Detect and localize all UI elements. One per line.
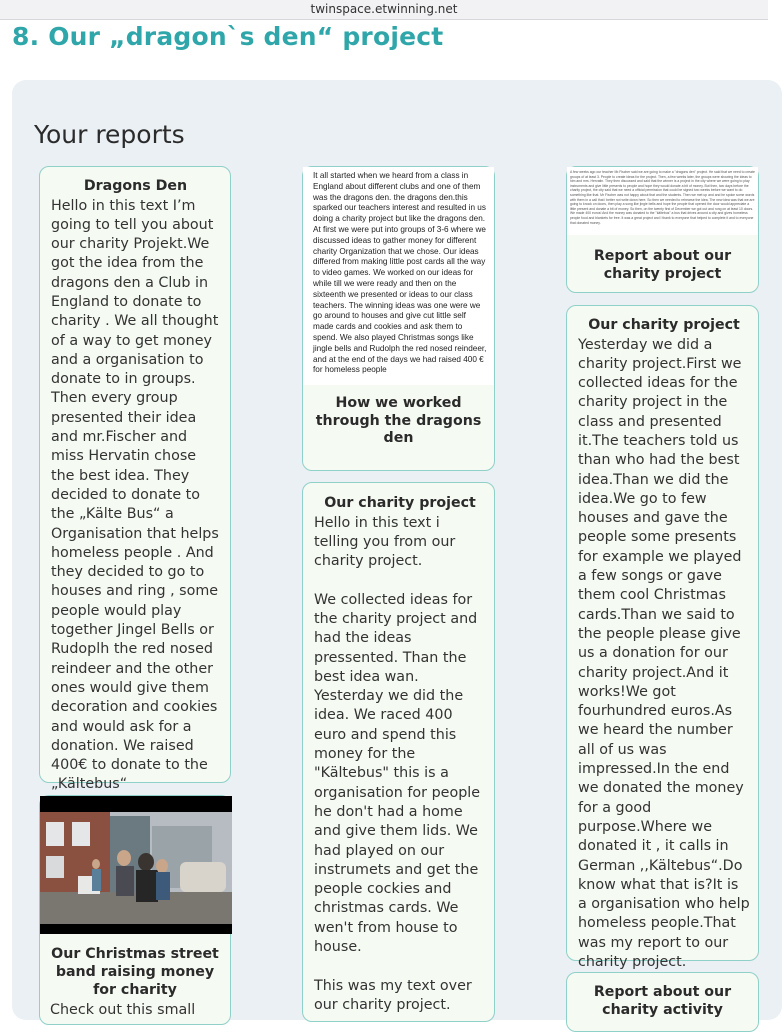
card-text: Hello in this text I’m going to tell you about our charity Projekt.We got the idea from the dragons den a Club in England to donate to charity . We all thought of a way to get money and a organisation to donate to in groups. Then every group presented their idea and mr.Fischer and miss Hervatin chose the best idea. They decided to donate to the „Kälte Bus“ a Organisation that helps homeless people . And they decided to go to houses and ring , some people would play together Jingel Bells or Rudoplh the red nosed reindeer and the other ones would give them decoration and cookies and would ask for a donation. We raised 400€ to donate to the „Kältebus“	[51, 197, 219, 793]
report-card-charity-activity[interactable]	[566, 972, 759, 1032]
report-card-how-we-worked[interactable]	[302, 166, 495, 471]
report-card-dragons-den[interactable]	[39, 166, 231, 793]
document-preview: It all started when we heard from a class in England about different clubs and one of them was the dragons den. the dragons den.this sparked our teachers interest and resulted in us doing a charity project but like the dragons den. At first we were put into groups of 3-6 where we discussed ideas to gather money for different charity Organization that we chose. Our ideas differed from making little post cards all the way to video games. We worked on our ideas for while till we were ready and then on the sixteenth we presented or ideas to our class teachers. The winning ideas was one were we go around to houses and give cut little self made cards and cookies and ask them to spend. We also played Christmas songs like jingle bells and Rudolph the red nosed reindeer, and at the end of the days we had raised 400 € for homeless people	[303, 167, 494, 385]
card-title: Report about our charity activity	[593, 984, 732, 1018]
card-text: Check out this small	[50, 1002, 196, 1018]
section-title: Your reports	[34, 120, 185, 149]
street-band-photo[interactable]	[40, 796, 230, 934]
card-title: Our charity project	[588, 317, 740, 333]
report-card-street-band[interactable]	[39, 795, 231, 1025]
page-title: 8. Our „dragon`s den“ project	[12, 22, 444, 51]
card-text: Hello in this text i telling you from our charity project. We collected ideas for the charity project and had the ideas pressented. Than the best idea wan. Yesterday we did the idea. We raced 400 euro and spend this money for the "Kältebus" this is a organisation for people he don't had a home and give them lids. We had played on our instrumets and get the people cockies and christmas cards. We wen't from house to house. This was my text over our charity project.	[314, 514, 481, 1013]
card-text: Yesterday we did a charity project.First we collected ideas for the charity project in the class and presented it.The teachers told us than who had the best idea.Than we did the idea.We go to few houses and gave the people some presents for example we played a few songs or gave them cool Christmas cards.Than we said to the people please give us a donation for our charity project.And it works!We got fourhundred euros.As we heard the number all of us was impressed.In the end we donated the money for a good purpose.Where we donated it , it calls in German ,,Kältebus“.Do know what that is?It is a organisation who help homeless people.That was my report to our charity project.	[578, 336, 750, 970]
card-title: Dragons Den	[83, 178, 188, 194]
card-title: How we worked through the dragons den	[315, 395, 482, 446]
report-card-report-charity-project[interactable]	[566, 166, 759, 293]
url-text: twinspace.etwinning.net	[310, 2, 458, 16]
card-title: Our Christmas street band raising money for charity	[51, 946, 219, 998]
report-card-our-charity-project-1[interactable]	[302, 482, 495, 1022]
photo-image	[40, 796, 232, 934]
card-title: Report about our charity project	[593, 248, 732, 282]
report-card-our-charity-project-2[interactable]	[566, 305, 759, 970]
card-title: Our charity project	[324, 495, 476, 511]
browser-url-bar[interactable]	[0, 0, 768, 20]
document-preview: A few weeks ago our teacher Mr.Fischer said we are going to make a "dragons den" project. He said that we need to create groups of at least 3. People to create ideas for the project. Then, a few weeks later, the groups were showing the ideas to him and mrs. Hervatin. They then discussed and said that the winner is a project in the city where we were going to play instruments and give little presents to people and hope they would donate a bit of money. But then, two days before the charity project, the city said that we need a official permission that could be signed two weeks before we want to do something like that. Mr Fischer was not happy about that and the students. Then we met up and and he spoke some words with them in a call that i better not write down here. So then we needed to rehearse the idea. The new idea was that we are going to knock on doors, then play a song like jingle bells and hope the people that opened the door would appreciate a little present and donate a bit of money. So then, on the twenty first of December we got out and rung on at least 10 doors. We made 400 euros! And the money was donated to the "kältebus" a bus that drives around a city and gives homeless people food and blankets for free. It was a great project and I thank to everyone that helped to complete it and to everyone that donated money.	[567, 167, 758, 235]
